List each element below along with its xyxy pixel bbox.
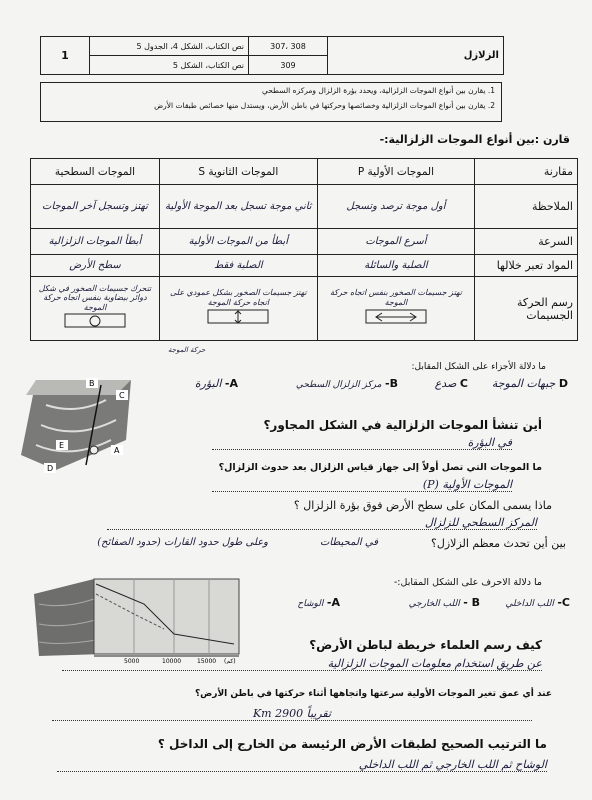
question-6-answers xyxy=(270,596,570,626)
table-cell: ثاني موجة تسجل بعد الموجة الأولية xyxy=(160,185,318,229)
answer-letter: A- xyxy=(224,377,238,390)
answer-letter: A- xyxy=(326,596,340,609)
answer-c xyxy=(505,596,570,609)
row-label: السرعة xyxy=(475,229,578,255)
s-wave-diagram xyxy=(178,308,298,326)
answer-text: مركز الزلزال السطحي xyxy=(295,380,382,390)
question-5-extra: وعلى طول حدود القارات (حدود الصفائح) xyxy=(97,537,268,548)
reference-2: نص الكتاب، الشكل 5 xyxy=(90,56,249,75)
objectives-box xyxy=(40,82,502,122)
answer-d xyxy=(492,377,568,390)
answer-text: جبهات الموجة xyxy=(491,377,556,390)
table-row xyxy=(31,185,578,229)
table-cell: أول موجة ترصد وتسجل xyxy=(317,185,475,229)
answer-text: صدع xyxy=(434,377,457,390)
question-3-answer: الموجات الأولية (P) xyxy=(212,478,512,492)
table-row xyxy=(31,255,578,277)
axis-tick: 15000 xyxy=(197,658,217,664)
axis-tick: 10000 xyxy=(162,658,182,664)
table-cell: أبطأ من الموجات الأولية xyxy=(160,229,318,255)
table-row xyxy=(31,229,578,255)
row-label: المواد تعبر خلالها xyxy=(475,255,578,277)
pages-1: 307، 308 xyxy=(249,37,328,56)
figure-letter-c: C xyxy=(119,391,125,400)
table-header: الموجات السطحية xyxy=(31,159,160,185)
table-cell xyxy=(317,277,475,341)
answer-a xyxy=(195,377,238,390)
answer-text: الوشاح xyxy=(297,599,324,609)
table-header-row xyxy=(31,159,578,185)
figure-letter-b: B xyxy=(89,379,95,388)
table-cell: الصلبة والسائلة xyxy=(317,255,475,277)
figure-letter-e: E xyxy=(59,441,65,450)
comparison-table xyxy=(30,158,578,341)
answer-text: البؤرة xyxy=(194,377,222,390)
row-label: رسم الحركة الجسيمات xyxy=(475,277,578,341)
question-5-row xyxy=(10,537,578,557)
table-header: الموجات الثانوية S xyxy=(160,159,318,185)
cell-text: تهتز جسيمات الصخور بنفس اتجاه حركة الموجة xyxy=(330,288,462,307)
objective-2: 2. يقارن بين أنواع الموجات الزلزالية وخصائصها وحركتها في باطن الأرض، ويستدل منها خصائص طبقات الأرض xyxy=(154,101,495,110)
question-2-prompt: أين تنشأ الموجات الزلزالية في الشكل المجاور؟ xyxy=(263,418,542,432)
question-4-prompt: ماذا يسمى المكان على سطح الأرض فوق بؤرة الزلزال ؟ xyxy=(293,499,552,512)
question-3-prompt: ما الموجات التي تصل أولاً إلى جهاز قياس الزلزال بعد حدوث الزلزال؟ xyxy=(218,462,542,473)
row-label: الملاحظة xyxy=(475,185,578,229)
question-6-prompt: ما دلالة الاحرف على الشكل المقابل:- xyxy=(393,577,542,588)
answer-letter: B - xyxy=(463,596,480,609)
table-cell xyxy=(31,277,160,341)
answer-text: اللب الخارجي xyxy=(408,599,460,609)
header-table xyxy=(40,36,504,75)
figure-letter-d: D xyxy=(47,464,54,473)
cell-text: تتحرك جسيمات الصخور في شكل دوائر بيضاوية بنفس اتجاه حركة الموجة xyxy=(38,283,152,312)
earthquake-figure xyxy=(16,370,136,480)
reference-1: نص الكتاب، الشكل 4، الجدول 5 xyxy=(90,37,249,56)
objective-1: 1. يقارن بين أنواع الموجات الزلزالية، ويحدد بؤرة الزلزال ومركزه السطحي xyxy=(261,86,495,95)
question-8-answer: تقريباً 2900 Km xyxy=(52,707,532,721)
answer-letter: D xyxy=(558,377,568,390)
table-header: مقارنة xyxy=(475,159,578,185)
axis-tick: (كم) xyxy=(224,658,236,664)
answer-b xyxy=(409,596,480,609)
question-7-answer: عن طريق استخدام معلومات الموجات الزلزالية xyxy=(62,657,542,671)
answer-letter: C xyxy=(459,377,468,390)
pages-2: 309 xyxy=(249,56,328,75)
answer-c xyxy=(435,377,468,390)
table-cell: سطح الأرض xyxy=(31,255,160,277)
question-1-answers xyxy=(148,377,568,395)
table-cell: أبطأ الموجات الزلزالية xyxy=(31,229,160,255)
question-7-prompt: كيف رسم العلماء خريطة لباطن الأرض؟ xyxy=(309,638,542,652)
wave-direction-label: حركة الموجة xyxy=(168,346,206,354)
table-cell: أسرع الموجات xyxy=(317,229,475,255)
question-9-prompt: ما الترتيب الصحيح لطبقات الأرض الرئيسة من الخارج إلى الداخل ؟ xyxy=(157,737,547,751)
question-1-prompt: ما دلالة الأجزاء على الشكل المقابل: xyxy=(411,362,546,372)
page-number: 1 xyxy=(41,37,90,75)
answer-text: اللب الداخلي xyxy=(505,599,554,609)
table-cell: تهتز وتسجل آخر الموجات xyxy=(31,185,160,229)
answer-a xyxy=(297,596,340,609)
earth-layers-figure xyxy=(34,574,244,664)
table-cell xyxy=(160,277,318,341)
p-wave-diagram xyxy=(336,308,456,326)
table-header: الموجات الأولية P xyxy=(317,159,475,185)
figure-letter-a: A xyxy=(114,446,120,455)
topic-title: الزلازل xyxy=(328,37,504,75)
axis-tick: 5000 xyxy=(124,658,140,664)
table-cell: الصلبة فقط xyxy=(160,255,318,277)
surface-wave-diagram xyxy=(35,312,155,330)
table-row xyxy=(31,277,578,341)
answer-letter: B- xyxy=(385,377,398,390)
question-5-answer: في المحيطات xyxy=(319,537,378,548)
question-5-prompt: بين أين تحدث معظم الزلازل؟ xyxy=(431,537,566,550)
answer-letter: C- xyxy=(557,596,570,609)
question-9-answer: الوشاح ثم اللب الخارجي ثم اللب الداخلي xyxy=(57,758,547,772)
cell-text: تهتز جسيمات الصخور بشكل عمودي على اتجاه حركة الموجة xyxy=(170,288,307,307)
question-4-answer: المركز السطحي للزلزال xyxy=(107,516,537,530)
compare-prompt: قارن :بين أنواع الموجات الزلزالية:- xyxy=(379,133,570,146)
question-8-prompt: عند أي عمق تغير الموجات الأولية سرعتها واتجاهها أثناء حركتها في باطن الأرض؟ xyxy=(194,689,552,699)
question-2-answer: في البؤرة xyxy=(212,436,512,450)
answer-b xyxy=(296,377,398,390)
